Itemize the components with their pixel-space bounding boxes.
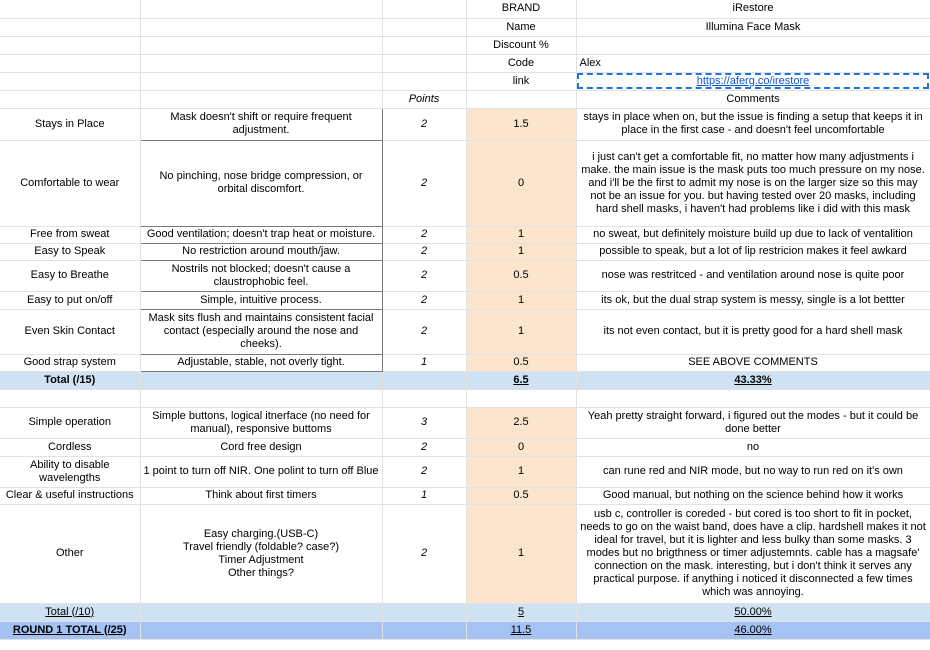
comment[interactable]: nose was restritced - and ventilation around nose is quite poor: [576, 260, 930, 291]
cell[interactable]: [382, 36, 466, 54]
points[interactable]: 2: [382, 108, 466, 140]
description[interactable]: [140, 504, 382, 603]
points[interactable]: 1: [382, 487, 466, 504]
code-label[interactable]: Code: [466, 54, 576, 72]
cell[interactable]: [382, 72, 466, 90]
cell[interactable]: [466, 90, 576, 108]
brand-label[interactable]: BRAND: [466, 0, 576, 18]
criterion[interactable]: Easy to put on/off: [0, 291, 140, 309]
cell[interactable]: [140, 36, 382, 54]
comment[interactable]: SEE ABOVE COMMENTS: [576, 354, 930, 371]
comment[interactable]: its ok, but the dual strap system is messy, single is a lot bettter: [576, 291, 930, 309]
description[interactable]: Nostrils not blocked; doesn't cause a claustrophobic feel.: [140, 260, 382, 291]
comment[interactable]: Good manual, but nothing on the science behind how it works: [576, 487, 930, 504]
cell[interactable]: [382, 18, 466, 36]
cell[interactable]: [0, 54, 140, 72]
points[interactable]: 2: [382, 260, 466, 291]
points[interactable]: 2: [382, 291, 466, 309]
criterion[interactable]: Even Skin Contact: [0, 309, 140, 354]
header-row-link: [0, 72, 930, 90]
cell[interactable]: [382, 371, 466, 389]
table-row: [0, 243, 930, 260]
table-row: [0, 291, 930, 309]
cell[interactable]: [140, 603, 382, 621]
round-total-row: [0, 621, 930, 639]
score[interactable]: 0.5: [466, 354, 576, 371]
criterion[interactable]: Simple operation: [0, 407, 140, 438]
description[interactable]: No restriction around mouth/jaw.: [140, 243, 382, 260]
cell[interactable]: [0, 18, 140, 36]
score[interactable]: 2.5: [466, 407, 576, 438]
total-row-section1: [0, 371, 930, 389]
link-value[interactable]: https://aferg.co/irestore: [696, 74, 810, 87]
table-row: [0, 407, 930, 438]
total-percent[interactable]: 43.33%: [576, 371, 930, 389]
description[interactable]: Simple buttons, logical itnerface (no need for manual), responsive buttoms: [140, 407, 382, 438]
description[interactable]: Simple, intuitive process.: [140, 291, 382, 309]
score[interactable]: 1: [466, 226, 576, 243]
cell[interactable]: [140, 0, 382, 18]
discount-label[interactable]: Discount %: [466, 36, 576, 54]
score[interactable]: 0.5: [466, 487, 576, 504]
criterion[interactable]: Good strap system: [0, 354, 140, 371]
comments-header[interactable]: Comments: [576, 90, 930, 108]
cell[interactable]: [0, 0, 140, 18]
cell[interactable]: [0, 90, 140, 108]
cell[interactable]: [382, 389, 466, 407]
comment[interactable]: stays in place when on, but the issue is finding a setup that keeps it in place in the first case - and doesn't feel uncomfortable: [576, 108, 930, 140]
score[interactable]: 1: [466, 456, 576, 487]
criterion[interactable]: Ability to disable wavelengths: [0, 456, 140, 487]
link-cell-selected[interactable]: [576, 72, 930, 90]
total-row-section2: [0, 603, 930, 621]
table-row: [0, 226, 930, 243]
cell[interactable]: [382, 0, 466, 18]
points[interactable]: 1: [382, 354, 466, 371]
points[interactable]: 2: [382, 243, 466, 260]
criterion[interactable]: Other: [0, 504, 140, 603]
cell[interactable]: [466, 389, 576, 407]
comment[interactable]: possible to speak, but a lot of lip restricion makes it feel awkard: [576, 243, 930, 260]
table-row: [0, 260, 930, 291]
table-row: [0, 354, 930, 371]
comment[interactable]: its not even contact, but it is pretty good for a hard shell mask: [576, 309, 930, 354]
description[interactable]: Think about first timers: [140, 487, 382, 504]
criterion[interactable]: Clear & useful instructions: [0, 487, 140, 504]
points-header[interactable]: Points: [382, 90, 466, 108]
cell[interactable]: [0, 36, 140, 54]
criterion[interactable]: Comfortable to wear: [0, 140, 140, 226]
brand-value[interactable]: iRestore: [576, 0, 930, 18]
name-label[interactable]: Name: [466, 18, 576, 36]
cell[interactable]: [140, 371, 382, 389]
total-label[interactable]: Total (/10): [0, 603, 140, 621]
points[interactable]: 2: [382, 438, 466, 456]
points[interactable]: 2: [382, 504, 466, 603]
score[interactable]: 1: [466, 291, 576, 309]
description[interactable]: Adjustable, stable, not overly tight.: [140, 354, 382, 371]
cell[interactable]: [140, 18, 382, 36]
description[interactable]: 1 point to turn off NIR. One polint to turn off Blue: [140, 456, 382, 487]
score[interactable]: 1: [466, 309, 576, 354]
table-row: [0, 438, 930, 456]
points[interactable]: 3: [382, 407, 466, 438]
code-value[interactable]: Alex: [576, 54, 930, 72]
total-score[interactable]: 6.5: [466, 371, 576, 389]
cell[interactable]: [140, 621, 382, 639]
points[interactable]: 2: [382, 140, 466, 226]
criterion[interactable]: Cordless: [0, 438, 140, 456]
cell[interactable]: [382, 54, 466, 72]
header-row-name: [0, 18, 930, 36]
description-line: Easy charging.(USB-C): [203, 527, 319, 540]
cell[interactable]: [382, 603, 466, 621]
cell[interactable]: [0, 72, 140, 90]
description[interactable]: Mask doesn't shift or require frequent adjustment.: [140, 108, 382, 140]
link-label[interactable]: link: [466, 72, 576, 90]
cell[interactable]: [140, 90, 382, 108]
criterion[interactable]: Stays in Place: [0, 108, 140, 140]
comment[interactable]: no: [576, 438, 930, 456]
cell[interactable]: [382, 621, 466, 639]
score[interactable]: 1: [466, 504, 576, 603]
round-total-percent[interactable]: 46.00%: [576, 621, 930, 639]
description[interactable]: Good ventilation; doesn't trap heat or moisture.: [140, 226, 382, 243]
comment[interactable]: no sweat, but definitely moisture build up due to lack of ventalition: [576, 226, 930, 243]
cell[interactable]: [576, 389, 930, 407]
round-total-label[interactable]: ROUND 1 TOTAL (/25): [0, 621, 140, 639]
header-row-discount: [0, 36, 930, 54]
comment[interactable]: can rune red and NIR mode, but no way to run red on it's own: [576, 456, 930, 487]
score[interactable]: 0.5: [466, 260, 576, 291]
header-row-brand: [0, 0, 930, 18]
comment[interactable]: usb c, controller is coreded - but cored is too short to fit in pocket, needs to go on the waist band, does have a clip. hardshell makes it not ideal for travel, but it is lighter and less bulky than some masks. 3 modes but no brigthness or timer adjustemnts. cable has a magsafe' connection on the mask. interesting, but i don't think it serves any practical purpose. if anything i noticed it disconnected a few times which was annoying.: [576, 504, 930, 603]
total-label[interactable]: Total (/15): [0, 371, 140, 389]
cell[interactable]: [140, 72, 382, 90]
table-row: [0, 309, 930, 354]
criterion[interactable]: Easy to Breathe: [0, 260, 140, 291]
cell[interactable]: [140, 389, 382, 407]
column-header-row: [0, 90, 930, 108]
total-score[interactable]: 5: [466, 603, 576, 621]
points[interactable]: 2: [382, 309, 466, 354]
name-value[interactable]: Illumina Face Mask: [576, 18, 930, 36]
description[interactable]: Cord free design: [140, 438, 382, 456]
table-row: [0, 140, 930, 226]
round-total-score[interactable]: 11.5: [466, 621, 576, 639]
score[interactable]: 0: [466, 140, 576, 226]
cell[interactable]: [140, 54, 382, 72]
comment[interactable]: i just can't get a comfortable fit, no matter how many adjustments i make. the main issue is the mask puts too much pressure on my nose. and i'll be the first to admit my nose is on the larger size so this may not be an issue for you. but having tested over 20 masks, including hard shell masks, i haven't had problems like i did with this mask: [576, 140, 930, 226]
comment[interactable]: Yeah pretty straight forward, i figured out the modes - but it could be done better: [576, 407, 930, 438]
description-line: Other things?: [227, 566, 295, 579]
score[interactable]: 1: [466, 243, 576, 260]
description[interactable]: No pinching, nose bridge compression, or orbital discomfort.: [140, 140, 382, 226]
table-row: [0, 108, 930, 140]
score[interactable]: 1.5: [466, 108, 576, 140]
spacer-row: [0, 389, 930, 407]
total-percent[interactable]: 50.00%: [576, 603, 930, 621]
description-line: Travel friendly (foldable? case?): [182, 540, 340, 553]
description[interactable]: Mask sits flush and maintains consistent facial contact (especially around the nose and cheeks).: [140, 309, 382, 354]
score[interactable]: 0: [466, 438, 576, 456]
criterion[interactable]: Free from sweat: [0, 226, 140, 243]
table-row: [0, 456, 930, 487]
points[interactable]: 2: [382, 456, 466, 487]
cell[interactable]: [0, 389, 140, 407]
header-row-code: [0, 54, 930, 72]
discount-value[interactable]: [576, 36, 930, 54]
points[interactable]: 2: [382, 226, 466, 243]
table-row: [0, 487, 930, 504]
description-line: Timer Adjustment: [218, 553, 304, 566]
table-row: [0, 504, 930, 603]
criterion[interactable]: Easy to Speak: [0, 243, 140, 260]
